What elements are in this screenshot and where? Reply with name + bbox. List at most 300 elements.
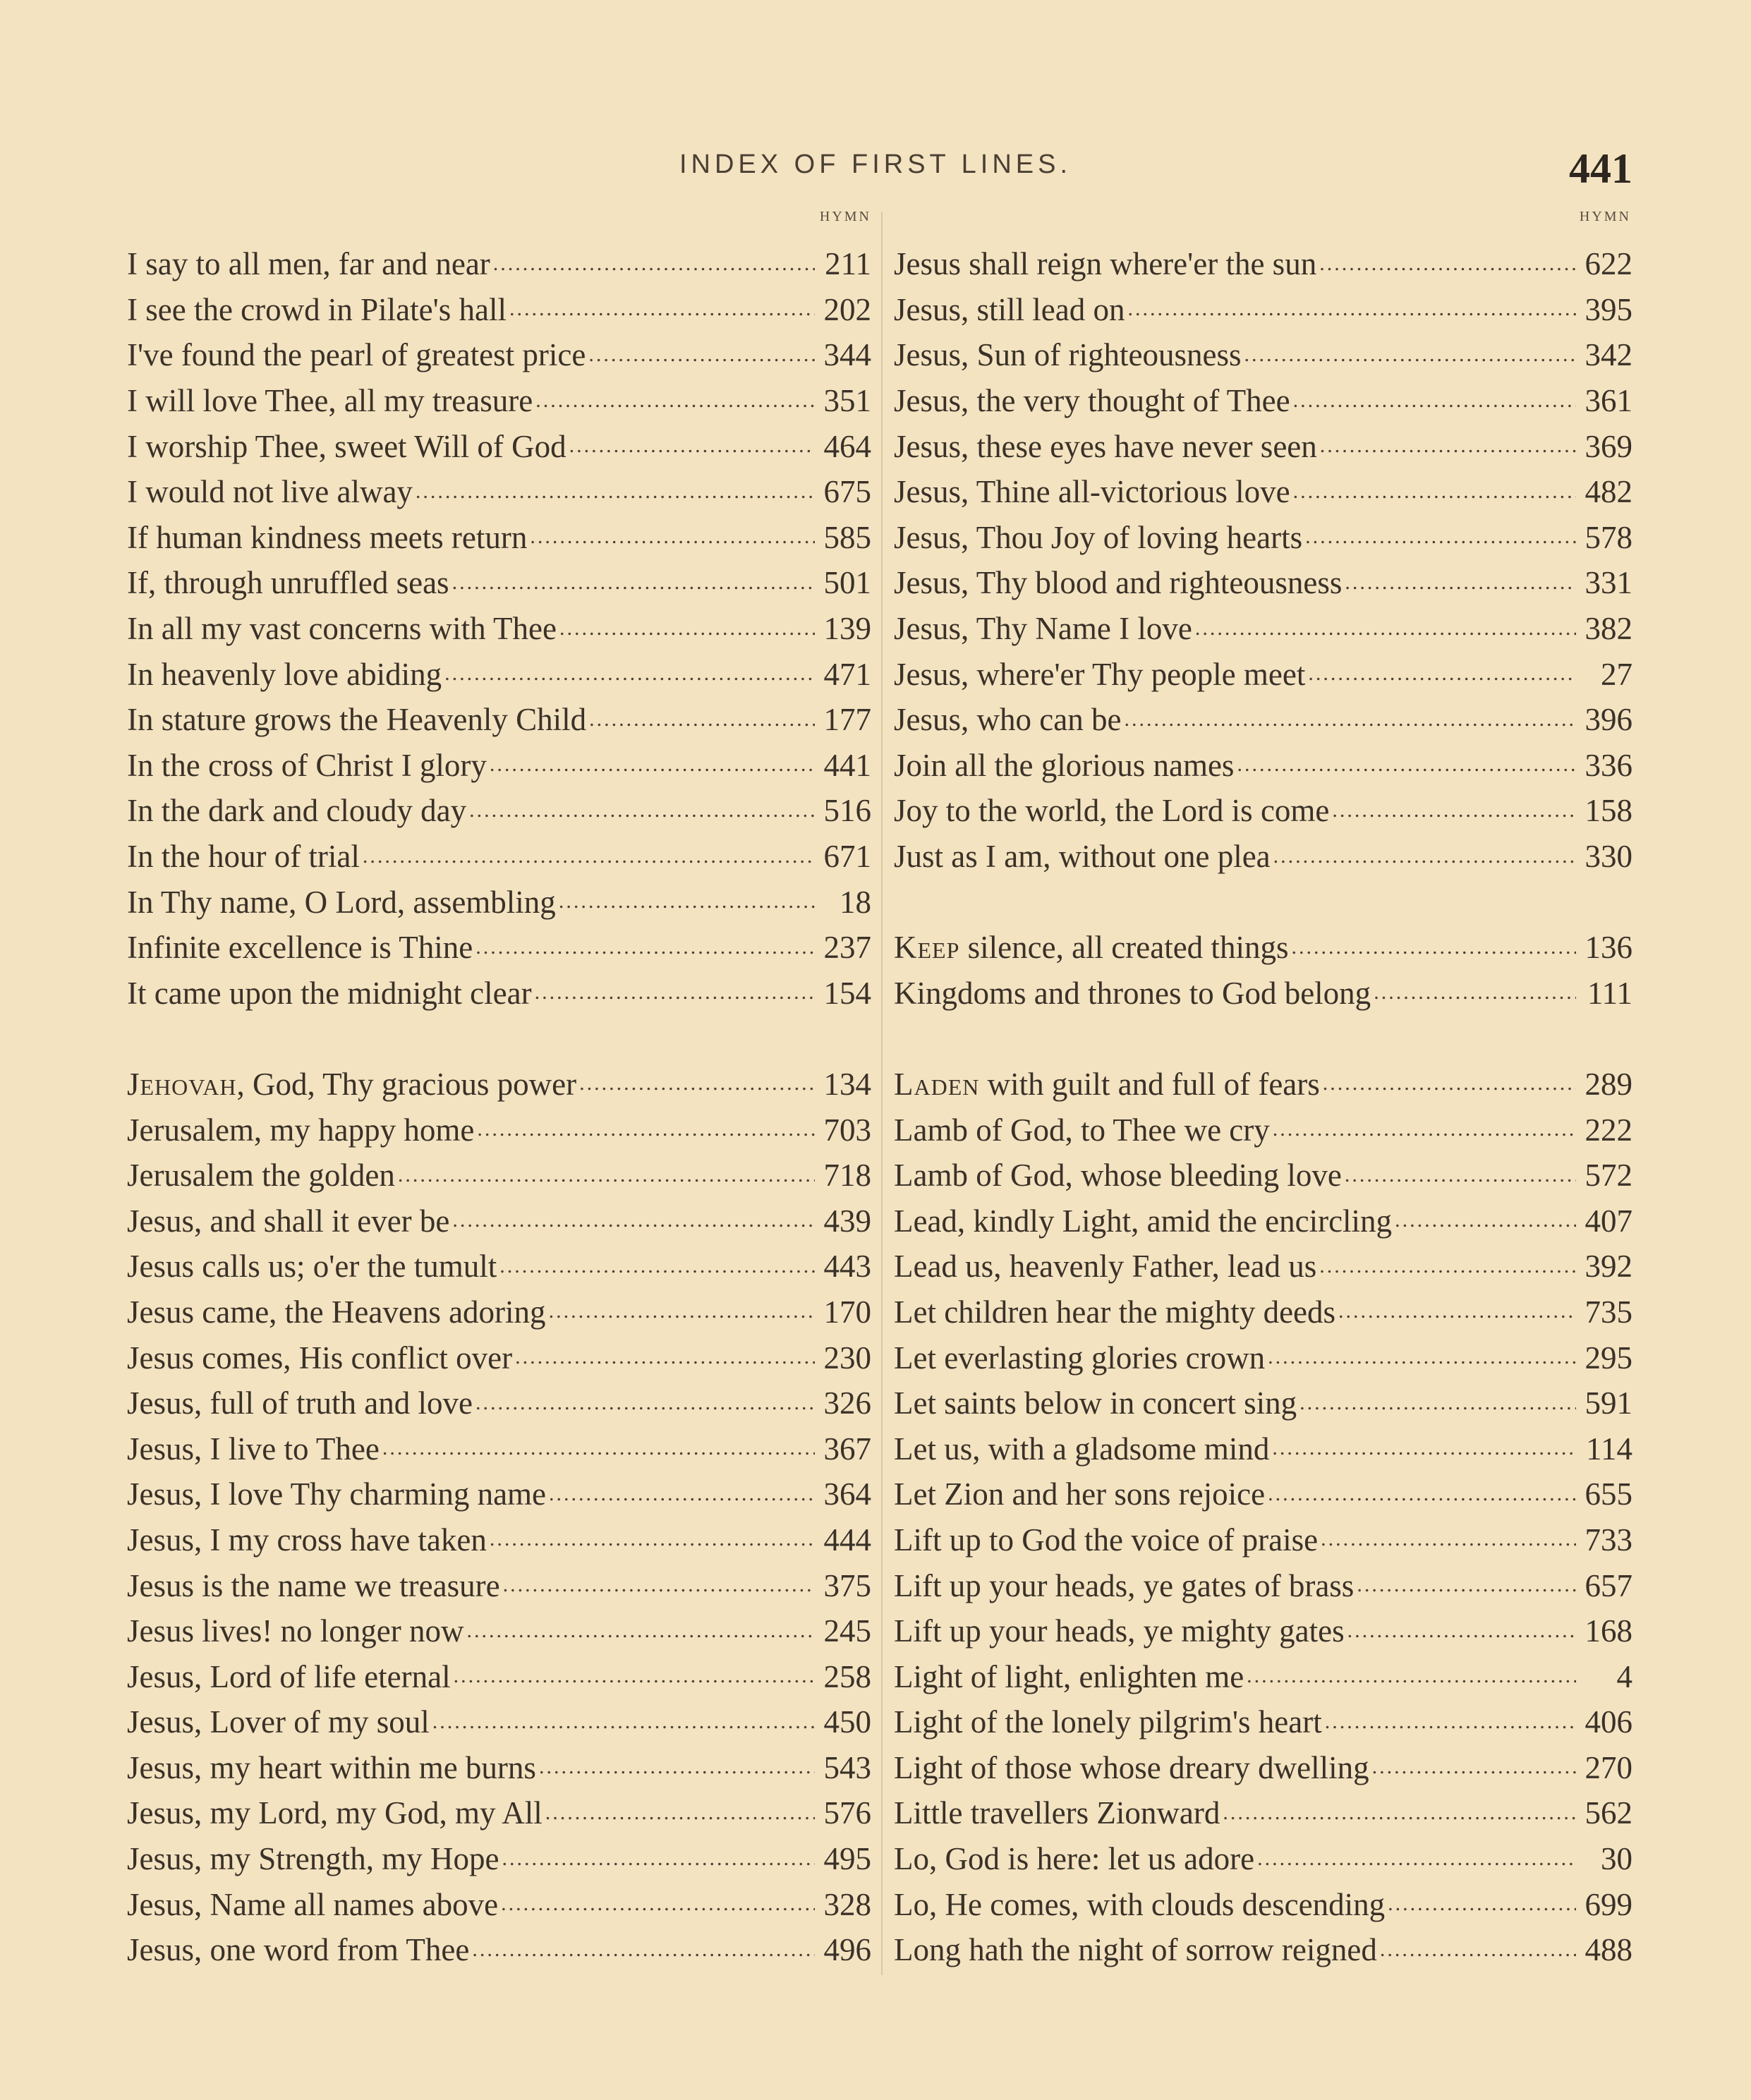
- first-line: [894, 245, 1316, 282]
- index-entry: [894, 1790, 1632, 1836]
- dot-leader: [503, 1570, 815, 1601]
- hymn-number: 30: [1601, 1841, 1632, 1877]
- first-line: [127, 1567, 500, 1604]
- first-line-text: Jesus, the very thought of Thee: [894, 383, 1290, 419]
- hymn-number: 578: [1585, 519, 1632, 555]
- first-line: [894, 1795, 1220, 1831]
- dot-leader: [398, 1160, 815, 1191]
- first-line-text: Jesus, Thou Joy of loving hearts: [894, 519, 1303, 555]
- dot-leader: [475, 932, 815, 964]
- hymn-number: 351: [823, 383, 871, 419]
- index-entry: [894, 560, 1632, 606]
- index-entry: [127, 378, 871, 424]
- index-entry: [127, 1062, 871, 1107]
- index-entry: [127, 332, 871, 378]
- hymn-number: 464: [823, 428, 871, 464]
- first-line: [894, 1476, 1265, 1512]
- hymn-number: 488: [1585, 1932, 1632, 1968]
- index-entry: [127, 560, 871, 606]
- first-word-small-caps: Laden: [894, 1066, 980, 1102]
- first-line: [894, 1749, 1369, 1786]
- dot-leader: [472, 1934, 815, 1966]
- index-entry: [894, 1881, 1632, 1927]
- dot-leader: [569, 430, 815, 462]
- first-line-text: Let everlasting glories crown: [894, 1340, 1266, 1376]
- first-line-text: If, through unruffled seas: [127, 565, 449, 601]
- index-column-right: [894, 241, 1632, 1973]
- hymn-number: 222: [1585, 1112, 1632, 1148]
- hymn-number: 27: [1601, 656, 1632, 692]
- first-line-text: Jesus, and shall it ever be: [127, 1203, 450, 1239]
- hymn-number: 671: [823, 839, 871, 875]
- index-entry: [127, 1198, 871, 1244]
- column-divider: [881, 212, 883, 1975]
- dot-leader: [1319, 1251, 1576, 1282]
- first-line: [127, 1476, 546, 1512]
- dot-leader: [363, 841, 815, 873]
- first-line-text: Jesus, I love Thy charming name: [127, 1476, 547, 1512]
- hymn-number: 364: [823, 1476, 871, 1512]
- first-line-text: Light of light, enlighten me: [894, 1658, 1244, 1694]
- index-entry: [127, 743, 871, 789]
- dot-leader: [509, 293, 815, 325]
- index-entry: [894, 971, 1632, 1016]
- dot-leader: [1325, 1706, 1576, 1738]
- first-line: [127, 428, 566, 465]
- first-line: [127, 1248, 497, 1285]
- dot-leader: [1380, 1934, 1576, 1966]
- index-entry: [894, 1471, 1632, 1517]
- first-line-text: Lamb of God, to Thee we cry: [894, 1112, 1270, 1148]
- hymn-number: 326: [823, 1385, 871, 1421]
- running-header: INDEX OF FIRST LINES.: [679, 150, 1072, 179]
- dot-leader: [1320, 430, 1576, 462]
- hymn-number: 18: [840, 884, 871, 920]
- dot-leader: [452, 567, 815, 599]
- hymn-number: 450: [823, 1704, 871, 1740]
- hymn-number: 699: [1585, 1886, 1632, 1922]
- index-entry: [127, 1244, 871, 1289]
- first-line: [894, 519, 1302, 556]
- index-entry: [894, 1699, 1632, 1745]
- first-line-text: Light of the lonely pilgrim's heart: [894, 1704, 1322, 1740]
- first-line: [127, 1749, 536, 1786]
- first-line: [127, 1886, 498, 1923]
- index-entry: [127, 788, 871, 834]
- hymn-number: 622: [1585, 246, 1632, 282]
- first-line-text: Jesus, Sun of righteousness: [894, 337, 1242, 373]
- hymn-number: 703: [823, 1112, 871, 1148]
- index-entry: [127, 1608, 871, 1654]
- first-line: [894, 1658, 1244, 1695]
- dot-leader: [382, 1433, 815, 1464]
- first-line-text: , God, Thy gracious power: [236, 1066, 577, 1102]
- index-entry: [894, 515, 1632, 561]
- dot-leader: [490, 749, 815, 781]
- dot-leader: [466, 1615, 815, 1647]
- dot-leader: [579, 1068, 815, 1100]
- first-line-text: Jesus is the name we treasure: [127, 1567, 500, 1603]
- index-entry: [127, 1289, 871, 1335]
- dot-leader: [549, 1296, 815, 1328]
- dot-leader: [539, 1752, 815, 1783]
- index-entry: [894, 1062, 1632, 1107]
- index-entry: [127, 1335, 871, 1380]
- first-line: [894, 382, 1290, 419]
- dot-leader: [545, 1797, 815, 1829]
- first-line-text: Lamb of God, whose bleeding love: [894, 1158, 1342, 1194]
- index-entry: [894, 1653, 1632, 1699]
- hymn-number: 443: [823, 1249, 871, 1285]
- hymn-number: 395: [1585, 291, 1632, 327]
- hymn-number: 330: [1585, 839, 1632, 875]
- dot-leader: [1345, 1160, 1576, 1191]
- index-entry: [127, 515, 871, 561]
- dot-leader: [1237, 749, 1576, 781]
- first-line-text: Jesus, one word from Thee: [127, 1932, 470, 1968]
- first-line: [127, 975, 532, 1012]
- hymn-number: 369: [1585, 428, 1632, 464]
- dot-leader: [1293, 385, 1576, 417]
- hymn-number: 501: [823, 565, 871, 601]
- first-line: [127, 610, 557, 647]
- dot-leader: [1273, 1114, 1576, 1146]
- first-line-text: Jesus comes, His conflict over: [127, 1340, 513, 1376]
- first-line-text: Lift up your heads, ye mighty gates: [894, 1613, 1345, 1649]
- dot-leader: [1299, 1388, 1576, 1419]
- dot-leader: [535, 977, 815, 1009]
- dot-leader: [1308, 658, 1576, 690]
- first-line-text: In Thy name, O Lord, assembling: [127, 884, 556, 920]
- hymn-number: 655: [1585, 1476, 1632, 1512]
- first-line: [127, 1203, 449, 1239]
- hymn-number: 471: [823, 656, 871, 692]
- dot-leader: [559, 613, 815, 645]
- first-line: [894, 291, 1125, 328]
- hymn-number: 675: [823, 474, 871, 510]
- index-column-left: [127, 241, 871, 1973]
- first-line: [894, 1157, 1342, 1194]
- dot-leader: [1195, 613, 1576, 645]
- first-line: [127, 792, 466, 829]
- dot-leader: [1338, 1296, 1576, 1328]
- hymn-number: 375: [823, 1567, 871, 1603]
- hymn-number: 406: [1585, 1704, 1632, 1740]
- first-line-text: Light of those whose dreary dwelling: [894, 1749, 1369, 1785]
- first-line-text: In the dark and cloudy day: [127, 793, 467, 829]
- index-entry: [894, 1244, 1632, 1289]
- hymn-number: 289: [1585, 1066, 1632, 1102]
- first-line-text: I will love Thee, all my treasure: [127, 383, 533, 419]
- hymn-number: 572: [1585, 1158, 1632, 1194]
- first-line-text: Jesus, who can be: [894, 702, 1122, 738]
- first-line-text: Join all the glorious names: [894, 747, 1235, 783]
- hymn-number: 591: [1585, 1385, 1632, 1421]
- hymn-number: 657: [1585, 1567, 1632, 1603]
- first-line-text: I see the crowd in Pilate's hall: [127, 291, 507, 327]
- hymn-number: 392: [1585, 1249, 1632, 1285]
- hymn-number: 733: [1585, 1522, 1632, 1558]
- hymn-number: 331: [1585, 565, 1632, 601]
- dot-leader: [499, 1251, 815, 1282]
- hymn-number: 134: [823, 1066, 871, 1102]
- first-line: [127, 1385, 473, 1421]
- dot-leader: [1374, 977, 1576, 1009]
- first-line: [894, 564, 1342, 601]
- dot-leader: [1332, 795, 1576, 827]
- dot-leader: [501, 1888, 815, 1920]
- hymn-number: 202: [823, 291, 871, 327]
- hymn-number: 270: [1585, 1749, 1632, 1785]
- hymn-number: 344: [823, 337, 871, 373]
- index-entry: [127, 1426, 871, 1471]
- first-line-text: Long hath the night of sorrow reigned: [894, 1932, 1377, 1968]
- first-line: [127, 1340, 512, 1376]
- index-entry: [127, 1107, 871, 1153]
- index-entry: [127, 423, 871, 469]
- dot-leader: [1347, 1615, 1576, 1647]
- dot-leader: [454, 1661, 815, 1692]
- index-entry: [894, 1562, 1632, 1608]
- dot-leader: [515, 1342, 815, 1373]
- index-entry: [894, 378, 1632, 424]
- first-line-text: Lo, God is here: let us adore: [894, 1841, 1255, 1877]
- index-entry: [894, 606, 1632, 652]
- index-entry: [894, 651, 1632, 697]
- index-entry: [894, 332, 1632, 378]
- index-entry: [894, 1927, 1632, 1973]
- dot-leader: [1127, 293, 1576, 325]
- first-line: [894, 975, 1371, 1012]
- index-entry: [127, 241, 871, 287]
- index-entry: [127, 606, 871, 652]
- hymn-column-label-right: HYMN: [1579, 209, 1631, 224]
- dot-leader: [475, 1388, 815, 1419]
- first-line: [127, 1112, 474, 1148]
- first-line-text: Jesus, Lord of life eternal: [127, 1658, 451, 1694]
- dot-leader: [559, 886, 815, 918]
- first-line-text: Lead, kindly Light, amid the encircling: [894, 1203, 1393, 1239]
- dot-leader: [530, 521, 815, 553]
- first-line-text: Jesus, Thine all-victorious love: [894, 474, 1290, 510]
- first-line: [894, 838, 1271, 875]
- first-line: [127, 291, 507, 328]
- hymn-number: 444: [823, 1522, 871, 1558]
- first-line-text: Jesus came, the Heavens adoring: [127, 1294, 546, 1330]
- index-entry: [127, 1653, 871, 1699]
- first-line-text: Jesus lives! no longer now: [127, 1613, 464, 1649]
- dot-leader: [1345, 567, 1576, 599]
- hymn-number: 396: [1585, 702, 1632, 738]
- hymn-number: 168: [1585, 1613, 1632, 1649]
- first-line-text: If human kindness meets return: [127, 519, 528, 555]
- first-line-text: Jesus, these eyes have never seen: [894, 428, 1317, 464]
- index-entry: [894, 287, 1632, 333]
- hymn-number: 114: [1586, 1431, 1632, 1467]
- first-line-text: Jesus, still lead on: [894, 291, 1125, 327]
- hymn-number: 361: [1585, 383, 1632, 419]
- hymn-number: 139: [823, 611, 871, 647]
- first-line: [894, 1340, 1265, 1376]
- index-entry: [894, 743, 1632, 789]
- index-entry: [127, 1562, 871, 1608]
- first-line: [127, 336, 586, 373]
- dot-leader: [1247, 1661, 1576, 1692]
- first-line-text: Let saints below in concert sing: [894, 1385, 1297, 1421]
- dot-leader: [1291, 932, 1576, 964]
- index-entry: [127, 469, 871, 515]
- first-line: [894, 1431, 1269, 1467]
- dot-leader: [469, 795, 815, 827]
- dot-leader: [1223, 1797, 1576, 1829]
- first-word-small-caps: Jehovah: [127, 1066, 237, 1102]
- first-line-text: In the cross of Christ I glory: [127, 747, 487, 783]
- hymn-number: 258: [823, 1658, 871, 1694]
- index-entry: [127, 287, 871, 333]
- index-entry: [894, 1426, 1632, 1471]
- page-number: 441: [1569, 145, 1632, 192]
- dot-leader: [1372, 1752, 1576, 1783]
- dot-leader: [1357, 1570, 1576, 1601]
- hymn-number: 576: [823, 1795, 871, 1831]
- first-line-text: It came upon the midnight clear: [127, 975, 532, 1011]
- first-line: [894, 1886, 1385, 1923]
- index-entry: [127, 1927, 871, 1973]
- first-line: [894, 336, 1242, 373]
- first-line-text: I've found the pearl of greatest price: [127, 337, 586, 373]
- first-line: [127, 1658, 451, 1695]
- dot-leader: [477, 1114, 815, 1146]
- first-line-text: Jesus, where'er Thy people meet: [894, 656, 1306, 692]
- index-entry: [127, 1790, 871, 1836]
- index-entry: [127, 1153, 871, 1198]
- index-entry: [894, 1335, 1632, 1380]
- dot-leader: [1323, 1068, 1576, 1100]
- first-line: [127, 382, 533, 419]
- first-line: [894, 1385, 1297, 1421]
- hymn-number: 562: [1585, 1795, 1632, 1831]
- index-entry: [894, 1380, 1632, 1426]
- dot-leader: [1321, 1524, 1576, 1555]
- dot-leader: [1124, 704, 1576, 736]
- first-line: [894, 1294, 1335, 1330]
- dot-leader: [588, 339, 815, 371]
- first-line: [127, 884, 556, 921]
- hymn-number: 382: [1585, 611, 1632, 647]
- first-line-text: In the hour of trial: [127, 839, 360, 875]
- hymn-number: 4: [1616, 1658, 1632, 1694]
- first-line-text: Jerusalem, my happy home: [127, 1112, 475, 1148]
- first-line: [127, 838, 360, 875]
- index-entry: [894, 788, 1632, 834]
- first-line-text: Jesus, Thy Name I love: [894, 611, 1192, 647]
- first-line-text: with guilt and full of fears: [979, 1066, 1320, 1102]
- dot-leader: [1273, 841, 1576, 873]
- first-line: [894, 792, 1329, 829]
- first-line-text: Jesus, I live to Thee: [127, 1431, 380, 1467]
- first-line-text: Lead us, heavenly Father, lead us: [894, 1249, 1317, 1285]
- first-line: [127, 701, 586, 738]
- index-entry: [127, 971, 871, 1016]
- first-line: [894, 1248, 1316, 1285]
- first-line: [127, 564, 449, 601]
- index-entry: [894, 925, 1632, 971]
- hymn-number: 342: [1585, 337, 1632, 373]
- index-entry: [127, 1471, 871, 1517]
- first-line: [127, 1704, 430, 1740]
- first-line: [894, 1203, 1392, 1239]
- hymn-number: 111: [1587, 975, 1632, 1011]
- index-entry: [894, 834, 1632, 880]
- hymn-number: 718: [823, 1158, 871, 1194]
- hymn-number: 441: [823, 747, 871, 783]
- first-line-text: Let us, with a gladsome mind: [894, 1431, 1270, 1467]
- hymn-number: 177: [823, 702, 871, 738]
- dot-leader: [535, 385, 815, 417]
- first-line: [127, 747, 487, 784]
- index-entry: [894, 1198, 1632, 1244]
- first-line-text: In all my vast concerns with Thee: [127, 611, 557, 647]
- dot-leader: [1305, 521, 1576, 553]
- hymn-number: 295: [1585, 1340, 1632, 1376]
- first-line-text: Joy to the world, the Lord is come: [894, 793, 1330, 829]
- index-entry: [894, 1517, 1632, 1563]
- hymn-number: 439: [823, 1203, 871, 1239]
- dot-leader: [490, 1524, 815, 1555]
- first-line-text: Let Zion and her sons rejoice: [894, 1476, 1266, 1512]
- first-line: [127, 1431, 380, 1467]
- first-line: [894, 656, 1305, 693]
- index-entry: [127, 1380, 871, 1426]
- index-entry: [127, 1836, 871, 1882]
- first-line-text: Just as I am, without one plea: [894, 839, 1271, 875]
- first-line: [894, 1704, 1322, 1740]
- first-line: [894, 1840, 1254, 1877]
- first-line: [127, 1795, 543, 1831]
- first-line: [127, 1066, 576, 1103]
- first-line: [127, 473, 413, 510]
- first-line-text: Kingdoms and thrones to God belong: [894, 975, 1371, 1011]
- first-line-text: Little travellers Zionward: [894, 1795, 1220, 1831]
- hymn-number: 245: [823, 1613, 871, 1649]
- dot-leader: [1257, 1843, 1576, 1875]
- first-line: [127, 245, 490, 282]
- first-line-text: Lift up to God the voice of praise: [894, 1522, 1319, 1558]
- first-line: [127, 1613, 464, 1649]
- dot-leader: [432, 1706, 815, 1738]
- index-entry: [127, 925, 871, 971]
- index-entry: [894, 241, 1632, 287]
- index-entry: [127, 1699, 871, 1745]
- first-line-text: Jesus calls us; o'er the tumult: [127, 1249, 497, 1285]
- hymn-number: 543: [823, 1749, 871, 1785]
- first-line: [894, 1522, 1318, 1558]
- hymn-number: 336: [1585, 747, 1632, 783]
- index-entry: [127, 879, 871, 925]
- first-line: [127, 1931, 469, 1968]
- first-line: [894, 1613, 1345, 1649]
- first-line-text: I say to all men, far and near: [127, 246, 490, 282]
- dot-leader: [502, 1843, 815, 1875]
- index-entry: [894, 1745, 1632, 1791]
- first-line: [127, 1840, 499, 1877]
- first-line-text: Jesus, Lover of my soul: [127, 1704, 430, 1740]
- hymn-number: 211: [825, 246, 871, 282]
- first-line-text: In stature grows the Heavenly Child: [127, 702, 587, 738]
- index-entry: [127, 1881, 871, 1927]
- first-line-text: Jesus shall reign where'er the sun: [894, 246, 1317, 282]
- first-line-text: Jesus, my Lord, my God, my All: [127, 1795, 543, 1831]
